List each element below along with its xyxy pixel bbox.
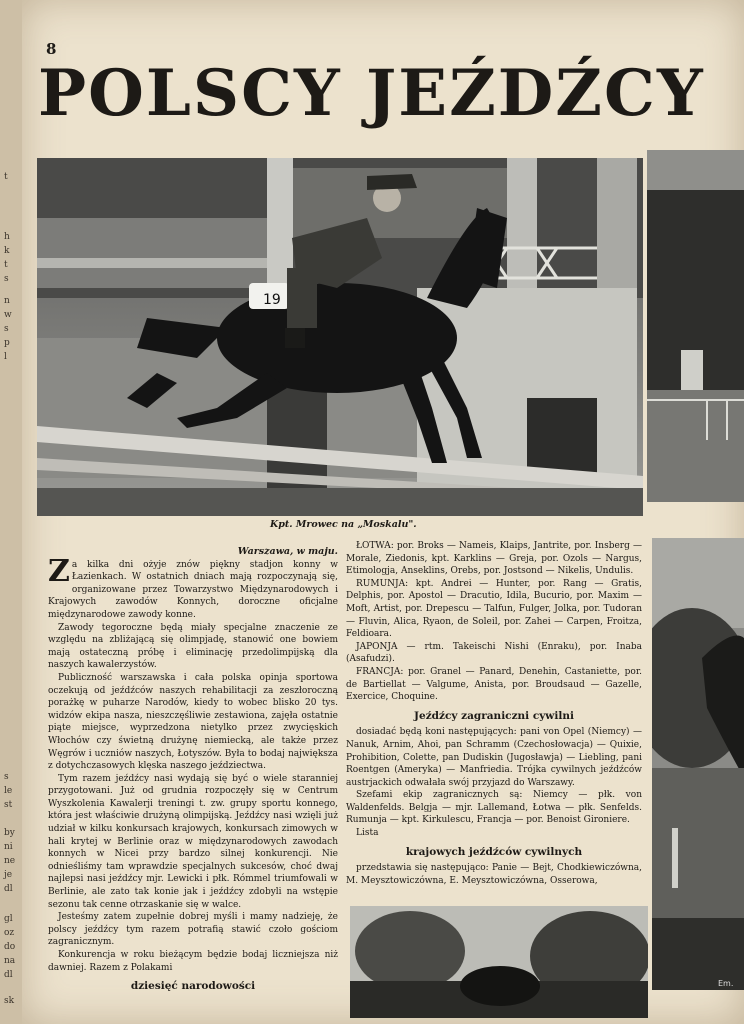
article-column-right [346, 540, 642, 887]
paragraph: Tym razem jeźdźcy nasi wydają się być o wiele staranniej przygotowani. Już od grudnia rozpoczęły się w Centrum Wyszkolenia Kawalerji treningi t. zw. grupy sportu konnego, która jest właściwie drużyną olimpijską. Jeźdźcy nasi wzięli już udział w kilku konkursach krajowych, konkursach zimowych w hali krytej w Berlinie oraz w międzynarodowych zawodach konnych w Nicei przy bardzo silnej konkurencji. Nie odnieśliśmy tam wprawdzie specjalnych sukcesów, choć dwaj najlepsi nasi jeźdźcy mjr. Lewicki i płk. Rómmel triumfowali w Berlinie, ale zato tak konie jak i jeźdźcy zdobyli na wstępie sezonu tak cenne otrzaskanie się w walce. [48, 773, 338, 910]
margin-fragment: s [4, 274, 9, 284]
dateline: Warszawa, w maju. [237, 546, 338, 557]
page-number: 8 [46, 40, 57, 58]
margin-fragment: t [4, 260, 8, 270]
team-entry: JAPONJA — rtm. Takeischi Nishi (Enraku), por. Inaba (Asafudzi). [346, 641, 642, 665]
trees-crowd-photo [350, 906, 648, 1018]
margin-fragment: w [4, 310, 12, 320]
margin-fragment: gl [4, 914, 13, 924]
margin-fragment: p [4, 338, 10, 348]
paragraph: Jesteśmy zatem zupełnie dobrej myśli i mamy nadzieję, że polscy jeźdźcy tym razem potrafią stawić czoło gościom zagranicznym. [48, 912, 338, 948]
paragraph: Konkurencja w roku bieżącym będzie bodaj liczniejsza niż dawniej. Razem z Polakami [48, 950, 338, 973]
margin-fragment: l [4, 352, 7, 362]
margin-fragment: dl [4, 884, 13, 894]
team-entry: RUMUNJA: kpt. Andrei — Hunter, por. Rang — Gratis, Delphis, por. Apostol — Dracutio, Idila, Bucurio, por. Maxim — Moft, Artist, por. Drepescu — Talfun, Fulger, Jolka, por. Tudoran — Fluvin, Alica, Ryaon, de Soleil, por. Zahei — Carpen, Froitza, Feldioara. [346, 578, 642, 640]
margin-fragment: by [4, 828, 15, 838]
team-entry: FRANCJA: por. Granel — Panard, Denehin, Castaniette, por. de Bartiellat — Valgume, Anista, por. Broudsaud — Gazelle, Exercice, Choquine. [346, 666, 642, 703]
headline: POLSCY JEŹDŹCY [38, 56, 705, 131]
stands-side-photo [647, 150, 744, 502]
margin-fragment: do [4, 942, 16, 952]
subheading: dziesięć narodowości [130, 980, 256, 993]
margin-fragment: le [4, 786, 13, 796]
margin-fragment: t [4, 172, 8, 182]
margin-fragment: je [4, 870, 13, 880]
subheading: krajowych jeźdźców cywilnych [405, 845, 583, 858]
bottom-photo [350, 906, 648, 1018]
side-photo [647, 150, 744, 502]
margin-fragment: n [4, 296, 10, 306]
article-column-left [48, 546, 338, 997]
right-column-photo [652, 538, 744, 990]
margin-fragment: st [4, 800, 13, 810]
margin-fragment: ne [4, 856, 16, 866]
svg-text:19: 19 [263, 292, 281, 308]
subheading: Jeźdźcy zagraniczni cywilni [414, 709, 574, 722]
margin-fragment: na [4, 956, 16, 966]
margin-fragment: s [4, 772, 9, 782]
paragraph: Publiczność warszawska i cała polska opinja sportowa oczekują od jeźdźców naszych rehabilitacji za zeszłoroczną porażkę w puharze Narodów, kiedy to wobec blisko 20 tys. widzów ekipa nasza, nieszczęśliwie zestawiona, zajęła ostatnie piąte miejsce, wyprzedzona nietylko przez zwycięskich Włochów czy świetną drużynę niemiecką, ale także przez Węgrów i uczniów naszych, Łotyszów. Była to bodaj największa z dotychczasowych klęska naszego jeździectwa. [48, 672, 338, 772]
margin-fragment: dl [4, 970, 13, 980]
drop-cap: Z [48, 553, 70, 589]
margin-fragment: ni [4, 842, 13, 852]
team-entry: ŁOTWA: por. Broks — Nameis, Klaips, Jantrite, por. Insberg — Morale, Ziedonis, kpt. Karklins — Greja, por. Ozols — Nargus, Etimologja, Anseklins, Orebs, por. Jostsond — Nikelis, Undulis. [346, 541, 642, 577]
rider-jumping-photo [37, 158, 643, 516]
margin-fragment: h [4, 232, 10, 242]
margin-fragment: k [4, 246, 10, 256]
paragraph: dosiadać będą koni następujących: pani von Opel (Niemcy) — Nanuk, Arnim, Ahoi, pan Schramm (Czechosłowacja) — Quixie, Prohibition, Colette, pan Dudiskin (Jugosławja) — Liebling, pani Roentgen (Ameryka) — Manfriedia. Trójka cywilnych jeźdźców austrjackich odwałała swój przyjazd do Warszawy. [346, 727, 642, 788]
paragraph: Lista [356, 828, 379, 839]
margin-fragment: s [4, 324, 9, 334]
photo-credit: Em. [718, 979, 734, 988]
paragraph: Zawody tegoroczne będą miały specjalne znaczenie ze względu na zbliżającą się olimpjadę, stanowić one bowiem mają ostateczną próbę i eliminację przedolimpijską dla naszych kawalerzystów. [48, 622, 338, 671]
paragraph: przedstawia się następująco: Panie — Bejt, Chodkiewiczówna, M. Meysztowiczówna, E. Meysztowiczówna, Osserowa, [346, 863, 642, 886]
paragraph: a kilka dni ożyje znów piękny stadjon konny w Łazienkach. W ostatnich dniach mają rozpoczynają się, organizowane przez Towarzystwo Międzynarodowych i Krajowych zawodów Konnych, doroczne oficjalne międzynarodowe zawody konne. [48, 559, 338, 620]
previous-page-edge [0, 0, 23, 1024]
photo-caption: Kpt. Mrowec na „Moskalu". [270, 519, 417, 530]
margin-fragment: sk [4, 996, 15, 1006]
margin-fragment: oz [4, 928, 15, 938]
main-photo [37, 158, 643, 516]
trees-horse-photo [652, 538, 744, 990]
paragraph: Szefami ekip zagranicznych są: Niemcy — płk. von Waldenfelds. Belgja — mjr. Lallemand, Łotwa — płk. Senfelds. Rumunja — kpt. Kirkulescu, Francja — por. Benoist Gironiere. [346, 790, 642, 826]
